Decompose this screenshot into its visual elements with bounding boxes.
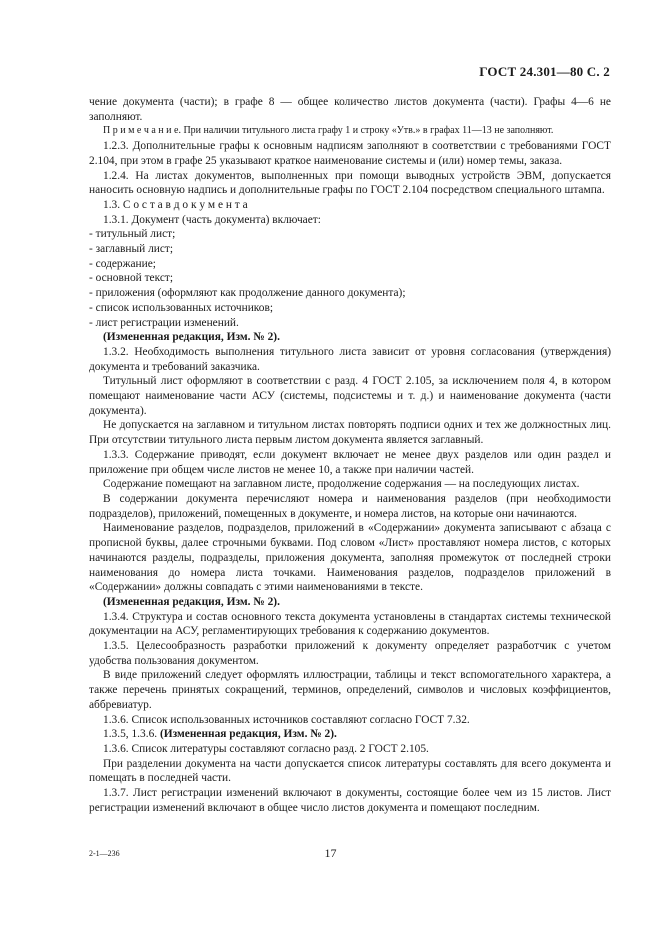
note-paragraph: П р и м е ч а н и е. При наличии титульного листа графу 1 и строку «Утв.» в графах 11—13 не заполняют. [103, 125, 554, 137]
paragraph: 1.3.3. Содержание приводят, если документ включает не менее двух разделов или один раздел и приложение при общем числе листов не менее 10, а также при наличии частей. [89, 448, 611, 476]
paragraph: 1.3.2. Необходимость выполнения титульного листа зависит от уровня согласования (утверждения) документа и требований заказчика. [89, 345, 611, 373]
print-code: 2-1—236 [89, 849, 120, 858]
paragraph: Не допускается на заглавном и титульном листах повторять подписи одних и тех же должностных лиц. При отсутствии титульного листа первым листом документа является заглавный. [89, 419, 611, 447]
list-item: - заглавный лист; [89, 243, 174, 256]
list-item: - список использованных источников; [89, 301, 273, 314]
paragraph: 1.3.5. Целесообразность разработки приложений к документу определяет разработчик с учетом удобства пользования документом. [89, 640, 611, 667]
paragraph: 1.3.6. Список использованных источников составляют согласно ГОСТ 7.32. [103, 713, 470, 726]
amendment-line [89, 727, 611, 742]
list-item: - титульный лист; [89, 228, 176, 241]
list-item: - основной текст; [89, 272, 174, 285]
list-item: - приложения (оформляют как продолжение данного документа); [89, 287, 406, 300]
amendment-note: (Измененная редакция, Изм. № 2). [103, 595, 280, 608]
paragraph: При разделении документа на части допускается список литературы составлять для всего документа и помещать в последней части. [89, 757, 611, 785]
component-list [89, 227, 611, 330]
paragraph: Титульный лист оформляют в соответствии с разд. 4 ГОСТ 2.105, за исключением поля 4, в котором помещают наименование части АСУ (системы, подсистемы и т. д.) и наименование документа (части документа). [89, 375, 611, 417]
paragraph: 1.3.6. Список литературы составляют согласно разд. 2 ГОСТ 2.105. [103, 742, 429, 755]
paragraph: 1.3.7. Лист регистрации изменений включают в документы, состоящие более чем из 15 листов. Лист регистрации изменений включают в общее число листов документа и помещают последним. [89, 787, 611, 814]
list-item: - содержание; [89, 257, 156, 270]
paragraph: Наименование разделов, подразделов, приложений в «Содержании» документа записывают с абзаца с прописной буквы, далее строчными буквами. Под словом «Лист» проставляют номера листов, с которых начинаются разделы, подразделы, приложения документа, заполняя промежуток от последней строки наименования до номера листа точками. Наименования разделов, подразделов приложений в «Содержании» должны совпадать с этими наименованиями в тексте. [89, 522, 611, 594]
section-heading: 1.3. С о с т а в д о к у м е н т а [103, 198, 248, 211]
paragraph: чение документа (части); в графе 8 — общее количество листов документа (части). Графы 4—6 не заполняют. [89, 96, 611, 123]
paragraph: В виде приложений следует оформлять иллюстрации, таблицы и текст вспомогательного характера, а также перечень принятых сокращений, терминов, определений, символов и числовых коэффициентов, аббревиатур. [89, 669, 611, 711]
paragraph: 1.3.1. Документ (часть документа) включает: [103, 213, 321, 226]
list-item: - лист регистрации изменений. [89, 316, 239, 329]
paragraph: 1.2.4. На листах документов, выполненных при помощи выводных устройств ЭВМ, допускается наносить основную надпись и дополнительные графы по ГОСТ 2.104 посредством специального штампа. [89, 169, 611, 197]
clause-numbers: 1.3.5, 1.3.6. [103, 728, 160, 741]
page-number: 17 [324, 846, 337, 860]
paragraph: Содержание помещают на заглавном листе, продолжение содержания — на последующих листах. [103, 478, 580, 491]
paragraph: В содержании документа перечисляют номера и наименования разделов (при необходимости подразделов), приложений, помещенных в документе, и номера листов, на которые они начинаются. [89, 492, 611, 520]
amendment-note: (Измененная редакция, Изм. № 2). [159, 728, 337, 741]
paragraph: 1.2.3. Дополнительные графы к основным надписям заполняют в соответствии с требованиями ГОСТ 2.104, при этом в графе 25 указывают краткое наименование системы и (или) номер темы, заказа. [89, 140, 611, 167]
paragraph: 1.3.4. Структура и состав основного текста документа установлены в стандартах системы технической документации на АСУ, регламентирующих требования к содержанию документов. [89, 610, 611, 638]
amendment-note: (Измененная редакция, Изм. № 2). [103, 331, 280, 344]
page-header: ГОСТ 24.301—80 С. 2 [479, 64, 610, 79]
document-body [89, 95, 611, 815]
